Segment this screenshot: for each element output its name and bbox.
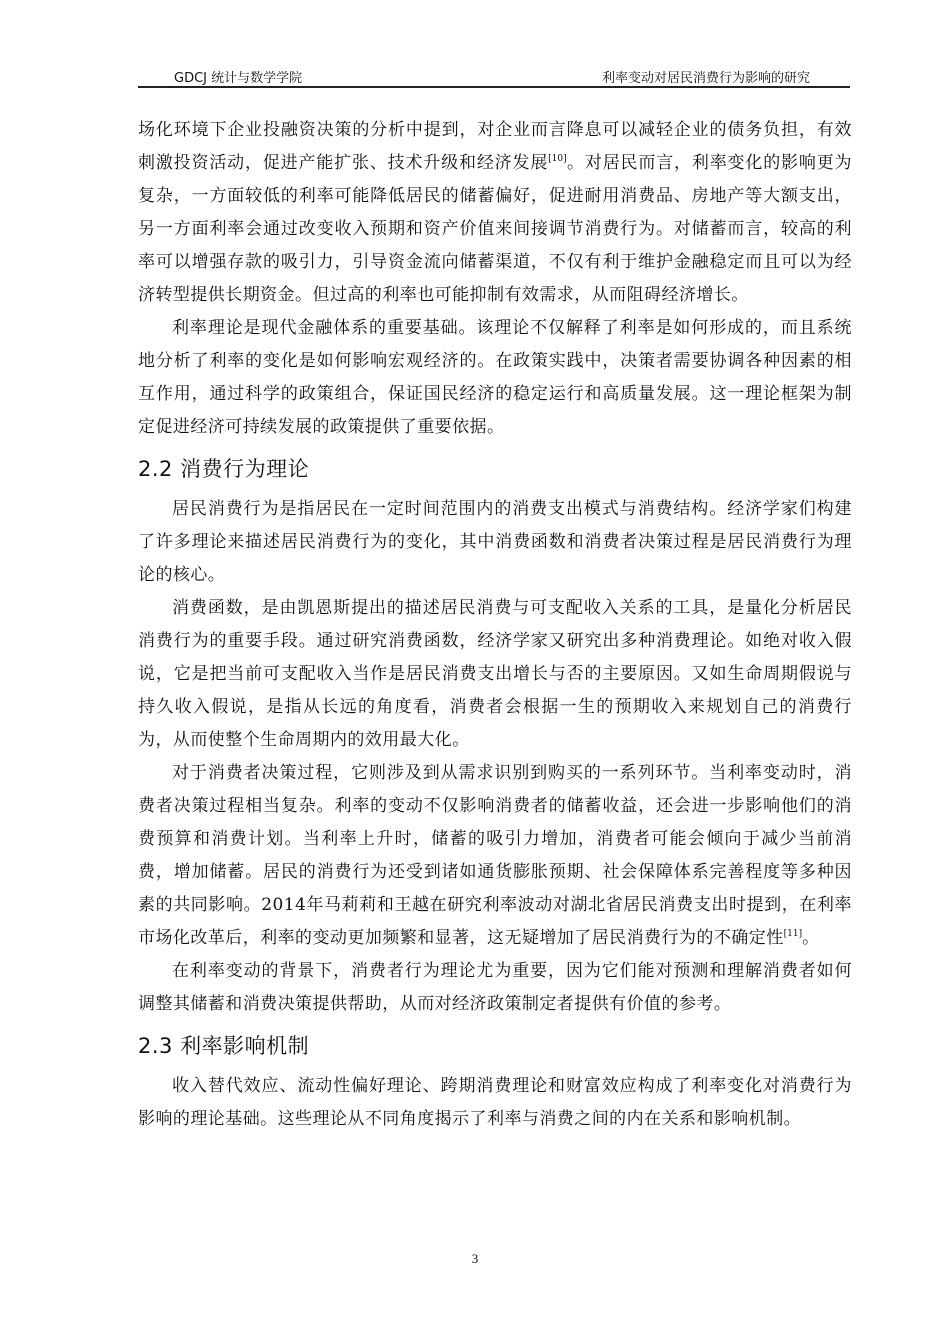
- paragraph-interest-theory: 利率理论是现代金融体系的重要基础。该理论不仅解释了利率是如何形成的，而且系统地分析了利率的变化是如何影响宏观经济的。在政策实践中，决策者需要协调各种因素的相互作用，通过科学的政策组合，保证国民经济的稳定运行和高质量发展。这一理论框架为制定促进经济可持续发展的政策提供了重要依据。: [138, 318, 852, 437]
- page-body: [138, 114, 852, 1136]
- citation-10[interactable]: [10]: [548, 154, 567, 164]
- paragraph-continued: 场化环境下企业投融资决策的分析中提到，对企业而言降息可以减轻企业的债务负担，有效刺激投资活动，促进产能扩张、技术升级和经济发展[10]。对居民而言，利率变化的影响更为复杂，一方面较低的利率可能降低居民的储蓄偏好，促进耐用消费品、房地产等大额支出，另一方面利率会通过改变收入预期和资产价值来间接调节消费行为。对储蓄而言，较高的利率可以增强存款的吸引力，引导资金流向储蓄渠道，不仅有利于维护金融稳定而且可以为经济转型提供长期资金。但过高的利率也可能抑制有效需求，从而阻碍经济增长。: [138, 120, 852, 305]
- paragraph: 在利率变动的背景下，消费者行为理论尤为重要，因为它们能对预测和理解消费者如何调整其储蓄和消费决策提供帮助，从而对经济政策制定者提供有价值的参考。: [138, 961, 852, 1014]
- header-divider: [138, 86, 850, 88]
- paragraph: 居民消费行为是指居民在一定时间范围内的消费支出模式与消费结构。经济学家们构建了许多理论来描述居民消费行为的变化，其中消费函数和消费者决策过程是居民消费行为理论的核心。: [138, 499, 852, 585]
- paragraph: 收入替代效应、流动性偏好理论、跨期消费理论和财富效应构成了利率变化对消费行为影响的理论基础。这些理论从不同角度揭示了利率与消费之间的内在关系和影响机制。: [138, 1076, 852, 1129]
- page-number: 3: [471, 1251, 479, 1266]
- section-heading-2-3: 2.3 利率影响机制: [138, 1034, 310, 1058]
- citation-11[interactable]: [11]: [783, 929, 803, 939]
- page-header: [138, 66, 850, 86]
- header-institution: GDCJ 统计与数学学院: [174, 71, 303, 86]
- section-heading-2-2: 2.2 消费行为理论: [138, 457, 310, 481]
- paragraph: 消费函数，是由凯恩斯提出的描述居民消费与可支配收入关系的工具，是量化分析居民消费行为的重要手段。通过研究消费函数，经济学家又研究出多种消费理论。如绝对收入假说，它是把当前可支配收入当作是居民消费支出增长与否的主要原因。又如生命周期假说与持久收入假说，是指从长远的角度看，消费者会根据一生的预期收入来规划自己的消费行为，从而使整个生命周期内的效用最大化。: [138, 598, 852, 750]
- header-paper-title: 利率变动对居民消费行为影响的研究: [601, 71, 810, 86]
- paragraph: 对于消费者决策过程，它则涉及到从需求识别到购买的一系列环节。当利率变动时，消费者决策过程相当复杂。利率的变动不仅影响消费者的储蓄收益，还会进一步影响他们的消费预算和消费计划。当利率上升时，储蓄的吸引力增加，消费者可能会倾向于减少当前消费，增加储蓄。居民的消费行为还受到诸如通货膨胀预期、社会保障体系完善程度等多种因素的共同影响。2014年马莉莉和王越在研究利率波动对湖北省居民消费支出时提到，在利率市场化改革后，利率的变动更加频繁和显著，这无疑增加了居民消费行为的不确定性[11]。: [138, 763, 852, 948]
